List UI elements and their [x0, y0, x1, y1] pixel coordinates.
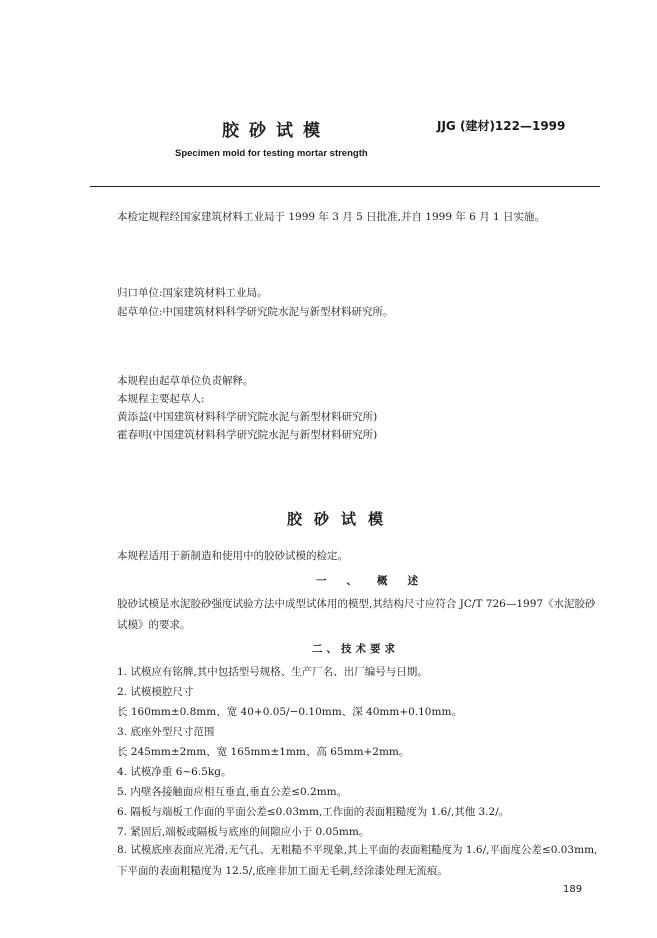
requirement-item: 5. 内壁各接触面应相互垂直,垂直公差≤0.2mm。 — [117, 786, 348, 798]
requirement-item: 3. 底座外型尺寸范围 — [117, 726, 215, 738]
requirement-item: 4. 试模净重 6~6.5kg。 — [117, 766, 232, 778]
main-drafters-label: 本规程主要起草人: — [117, 393, 205, 405]
requirement-item: 2. 试模模腔尺寸 — [117, 686, 194, 698]
approval-statement: 本检定规程经国家建筑材料工业局于 1999 年 3 月 5 日批准,并自 1999 年 6 月 1 日实施。 — [117, 211, 546, 223]
requirement-item: 长 245mm±2mm、宽 165mm±1mm、高 65mm+2mm。 — [117, 746, 410, 758]
section-1-title: 一、概述 — [316, 575, 438, 587]
requirement-item: 1. 试模应有铭牌,其中包括型号规格、生产厂名、出厂编号与日期。 — [117, 666, 428, 678]
section-1-text — [117, 594, 601, 636]
english-title: Specimen mold for testing mortar strength — [175, 148, 368, 159]
drafting-unit: 起草单位:中国建筑材料科学研究院水泥与新型材料研究所。 — [117, 306, 394, 318]
requirement-item-8-text: 8. 试模底座表面应光滑,无气孔、无粗糙不平现象,其上平面的表面粗糙度为 1.6/,平面度公差≤0.03mm,下平面的表面粗糙度为 12.5/,底座非加工面无毛刺,经涂漆处理无流痕。 — [117, 844, 598, 877]
section-1-paragraph: 胶砂试模是水泥胶砂强度试验方法中成型试体用的模型,其结构尺寸应符合 JC/T 726—1997《水泥胶砂试模》的要求。 — [117, 598, 596, 631]
body-heading: 胶砂试模 — [287, 510, 396, 528]
header-rule — [90, 186, 600, 187]
drafter-name-2: 霍春明(中国建筑材料科学研究院水泥与新型材料研究所) — [117, 429, 378, 441]
owner-unit: 归口单位:国家建筑材料工业局。 — [117, 287, 268, 299]
requirement-item: 7. 紧固后,端板或隔板与底座的间隙应小于 0.05mm。 — [117, 826, 370, 838]
interpretation-note: 本规程由起草单位负责解释。 — [117, 375, 254, 387]
document-title: 胶砂试模 — [222, 121, 330, 141]
requirement-item-long — [117, 840, 601, 882]
drafter-name-1: 黄添益(中国建筑材料科学研究院水泥与新型材料研究所) — [117, 411, 378, 423]
section-2-title: 二、技术要求 — [312, 643, 399, 655]
requirement-item: 长 160mm±0.8mm、宽 40+0.05/−0.10mm、深 40mm+0.10mm。 — [117, 706, 462, 718]
scope-statement: 本规程适用于新制造和使用中的胶砂试模的检定。 — [117, 550, 348, 562]
standard-code: JJG (建材)122—1999 — [437, 119, 566, 133]
requirement-item: 6. 隔板与端板工作面的平面公差≤0.03mm,工作面的表面粗糙度为 1.6/,其他 3.2/。 — [117, 806, 510, 818]
page-number: 189 — [563, 884, 583, 895]
